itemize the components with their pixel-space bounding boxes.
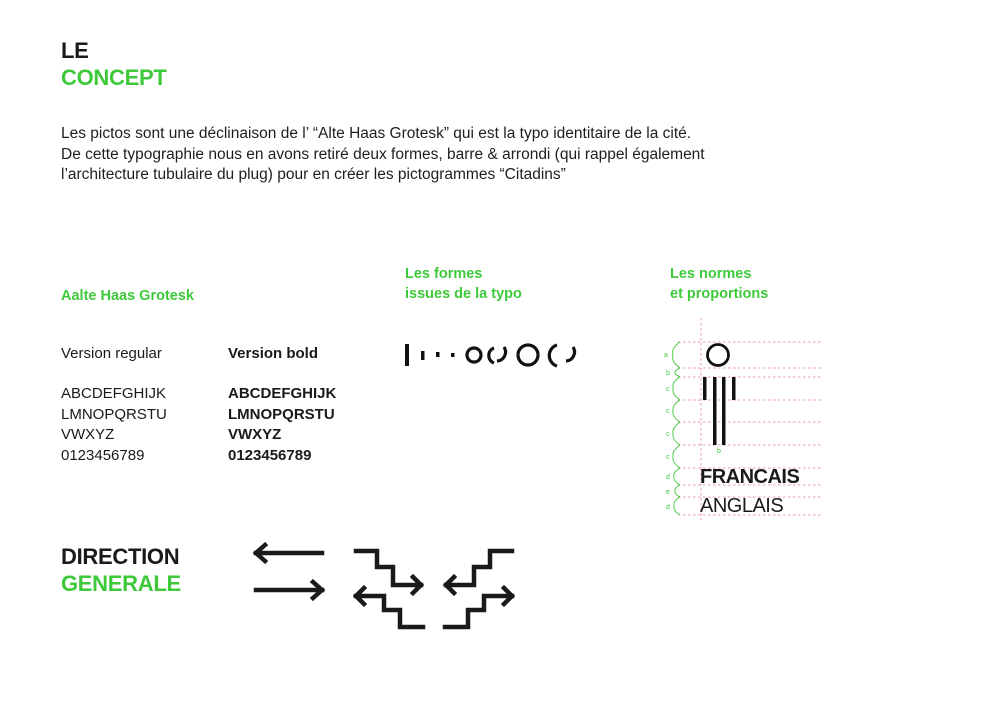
direction-title-line-1: DIRECTION [61, 544, 180, 569]
direction-title-line-2: GENERALE [61, 571, 181, 596]
measure-label-c: c [666, 408, 670, 415]
glyph-line: 0123456789 [61, 446, 145, 464]
measure-label-c: c [666, 386, 670, 393]
measure-label-a: a [664, 352, 668, 359]
measure-label-d: d [666, 504, 670, 511]
shapes-heading-line-1: Les formes [405, 266, 483, 282]
regular-version-label: Version regular [61, 345, 162, 362]
measure-label-c: c [666, 454, 670, 461]
arrow-left-icon [256, 545, 322, 561]
arrow-right-icon [256, 582, 322, 598]
glyph-line: VWXYZ [228, 426, 282, 443]
glyph-line: 0123456789 [228, 446, 312, 464]
glyph-line: ABCDEFGHIJK [61, 385, 167, 402]
glyph-line: VWXYZ [61, 426, 115, 443]
norms-heading-line-1: Les normes [670, 266, 752, 282]
title-line-2: CONCEPT [61, 65, 167, 90]
measure-label-c: c [666, 431, 670, 438]
measure-label-d: d [666, 474, 670, 481]
measure-label-b: b [666, 370, 670, 377]
measure-label-e: e [666, 489, 670, 496]
title-line-1: LE [61, 38, 89, 63]
stair-left-arrow-up-icon [446, 551, 512, 593]
intro-line: De cette typographie nous en avons retiré deux formes, barre & arrondi (qui rappel également [61, 145, 705, 163]
typeface-heading: Aalte Haas Grotesk [61, 288, 194, 304]
intro-line: Les pictos sont une déclinaison de l’ “Alte Haas Grotesk” qui est la typo identitaire de la cité. [61, 125, 692, 142]
bold-version-label: Version bold [228, 345, 319, 362]
norms-word-regular: ANGLAIS [700, 495, 784, 517]
gap-label-b: b [717, 448, 721, 455]
shapes-heading-line-2: issues de la typo [405, 286, 522, 302]
intro-line: l’architecture tubulaire du plug) pour en créer les pictogrammes “Citadins” [61, 166, 566, 183]
glyph-line: ABCDEFGHIJK [228, 385, 337, 402]
norms-word-bold: FRANCAIS [700, 466, 800, 488]
glyph-line: LMNOPQRSTU [61, 405, 167, 423]
norms-heading-line-2: et proportions [670, 286, 769, 302]
glyph-line: LMNOPQRSTU [228, 405, 335, 423]
